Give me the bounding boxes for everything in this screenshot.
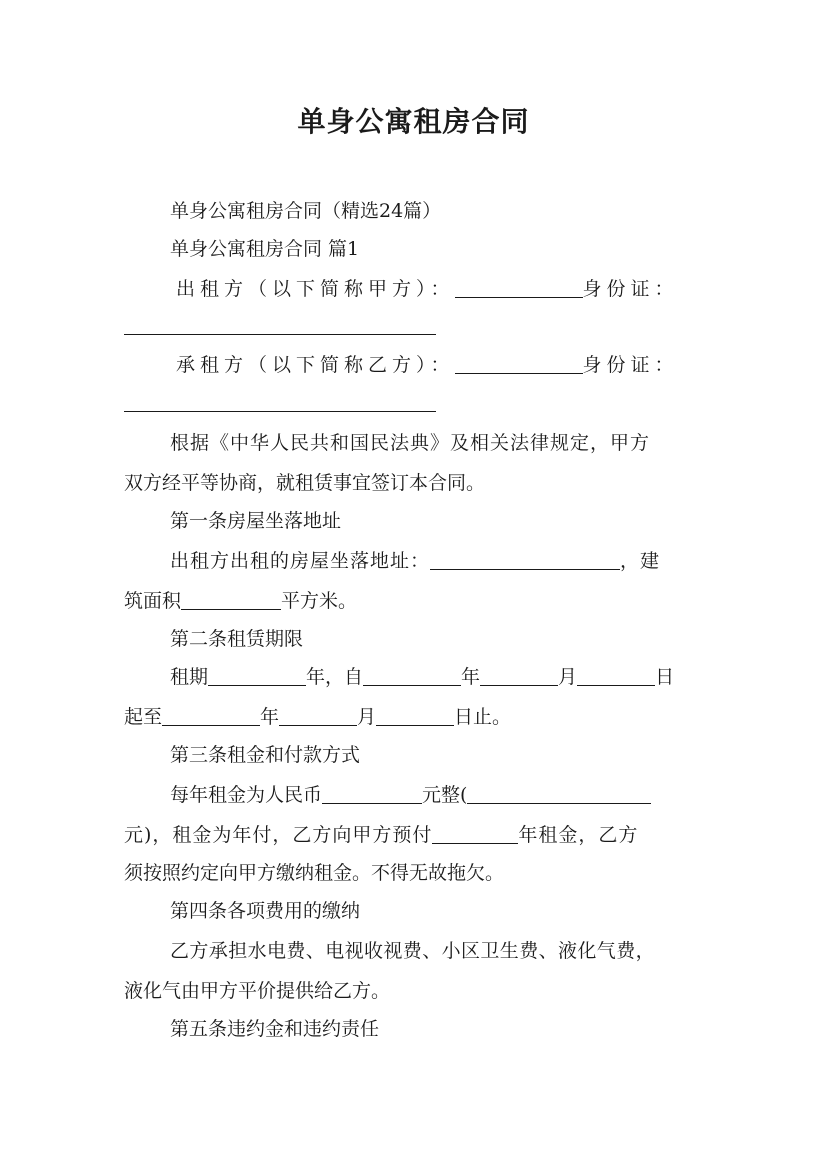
term-until-label: 起至 [124,706,163,728]
lessee-id-label: 身份证： [582,354,679,376]
rent-amount-blank [322,783,422,804]
article-4-line-1: 乙方承担水电费、电视收视费、小区卫生费、液化气费， [170,940,656,962]
article-3-title: 第三条租金和付款方式 [170,744,361,766]
start-year-unit: 年 [461,666,481,688]
prepay-unit: 年租金，乙方 [518,824,639,846]
intro-line-1: 根据《中华人民共和国民法典》及相关法律规定，甲方 [170,432,651,454]
start-day-blank [577,665,655,686]
intro-line-2: 双方经平等协商，就租赁事宜签订本合同。 [124,472,486,494]
lessee-id-blank [124,411,436,412]
prepay-years-blank [432,823,518,844]
end-year-unit: 年 [260,706,280,728]
lessor-line [176,274,704,304]
prepay-label: 元)，租金为年付，乙方向甲方预付 [124,824,433,846]
article-3-line-1 [170,780,704,810]
article-5-title: 第五条违约金和违约责任 [170,1018,380,1040]
start-year-blank [363,665,461,686]
document-title: 单身公寓租房合同 [297,105,530,138]
lessee-label: 承租方（以下简称乙方）： [176,354,455,376]
lessor-label: 出租方（以下简称甲方）： [176,278,455,300]
start-month-unit: 月 [558,666,578,688]
section-heading: 单身公寓租房合同 篇1 [170,238,360,260]
article-1-line-2 [124,586,704,616]
address-label: 出租方出租的房屋坐落地址： [170,550,431,572]
lessee-name-blank [455,353,583,374]
end-day-blank [376,705,454,726]
article-2-line-1 [170,662,704,692]
area-label: 筑面积 [124,590,182,612]
term-label: 租期 [170,666,209,688]
end-day-unit: 日止。 [454,706,512,728]
rent-label: 每年租金为人民币 [170,784,323,806]
article-3-line-3: 须按照约定向甲方缴纳租金。不得无故拖欠。 [124,862,505,884]
area-blank [181,589,281,610]
article-3-line-2 [124,820,704,850]
article-1-continue: ，建 [620,550,661,572]
article-1-line-1 [170,546,704,576]
article-2-title: 第二条租赁期限 [170,628,304,650]
term-from-label: 年，自 [306,666,364,688]
end-month-blank [279,705,357,726]
lessor-id-label: 身份证： [582,278,679,300]
address-blank [430,549,620,570]
start-month-blank [480,665,558,686]
document-subtitle: 单身公寓租房合同（精选24篇） [170,200,442,222]
end-year-blank [162,705,260,726]
article-4-line-2: 液化气由甲方平价提供给乙方。 [124,980,391,1002]
end-month-unit: 月 [357,706,377,728]
rent-words-blank [467,783,651,804]
rent-unit: 元整( [422,784,468,806]
area-unit: 平方米。 [281,590,358,612]
article-4-title: 第四条各项费用的缴纳 [170,900,361,922]
start-day-unit: 日 [655,666,675,688]
lessor-name-blank [455,277,583,298]
article-1-title: 第一条房屋坐落地址 [170,510,342,532]
lessee-line [176,350,704,380]
term-years-blank [208,665,306,686]
lessor-id-blank [124,334,436,335]
article-2-line-2 [124,702,704,732]
